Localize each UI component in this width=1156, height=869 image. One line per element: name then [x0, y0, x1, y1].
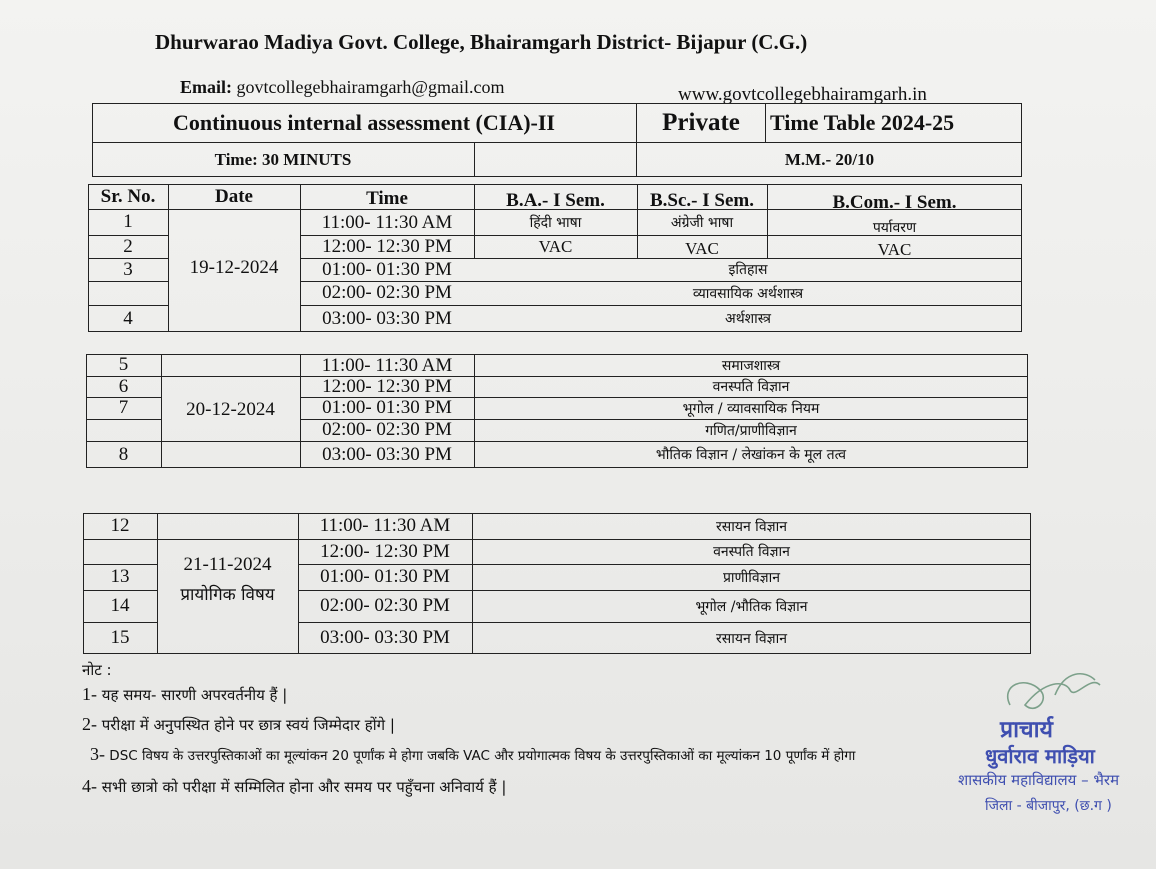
sr-number: [88, 281, 168, 305]
common-subject: भौतिक विज्ञान / लेखांकन के मूल तत्व: [655, 447, 847, 463]
common-subject: व्यावसायिक अर्थशास्त्र: [692, 285, 804, 302]
ba-subject: VAC: [538, 236, 573, 256]
bsc-subject: VAC: [685, 238, 719, 258]
notes-heading: नोट :: [82, 661, 112, 679]
note-text: परीक्षा में अनुपस्थित होने पर छात्र स्वयं जिम्मेदार होंगे |: [101, 716, 395, 734]
exam-date: 21-11-2024: [183, 554, 272, 575]
time-slot: 01:00- 01:30 PM: [322, 397, 452, 418]
common-subject: रसायन विज्ञान: [716, 518, 787, 535]
common-subject: अर्थशास्त्र: [725, 311, 771, 327]
common-subject: भूगोल /भौतिक विज्ञान: [695, 598, 808, 615]
note-item: [82, 684, 287, 705]
time-slot: 12:00- 12:30 PM: [320, 540, 450, 562]
bcom-subject: VAC: [877, 239, 912, 259]
sr-number: 1: [123, 211, 133, 232]
bcom-subject: पर्यावरण: [872, 219, 917, 236]
col-header-time: Time: [366, 187, 408, 209]
col-header-bsc: B.Sc.- I Sem.: [650, 189, 754, 211]
principal-title: प्राचार्य: [1000, 717, 1053, 743]
district-name: जिला - बीजापुर, (छ.ग ): [985, 798, 1112, 814]
practical-subject-label: प्रायोगिक विषय: [180, 584, 275, 605]
common-subject: इतिहास: [728, 262, 768, 278]
sr-number: 15: [110, 627, 130, 648]
exam-date: 20-12-2024: [186, 399, 275, 420]
duration-label: Time: 30 MINUTS: [214, 150, 352, 169]
common-subject: वनस्पति विज्ञान: [713, 544, 790, 560]
time-slot: 11:00- 11:30 AM: [319, 515, 451, 536]
common-subject: प्राणीविज्ञान: [722, 569, 781, 586]
note-text: सभी छात्रो को परीक्षा में सम्मिलित होना और समय पर पहुँचना अनिवार्य हैं |: [101, 778, 507, 796]
note-item: [82, 714, 395, 735]
common-subject: रसायन विज्ञान: [716, 630, 787, 647]
time-slot: 02:00- 02:30 PM: [322, 282, 452, 303]
col-header-ba: B.A.- I Sem.: [506, 189, 605, 211]
note-number: 3-: [90, 744, 105, 764]
sr-number: 6: [118, 375, 129, 397]
note-item: [90, 744, 855, 765]
time-slot: 02:00- 02:30 PM: [322, 419, 452, 440]
common-subject: समाजशास्त्र: [721, 357, 781, 374]
common-subject: गणित/प्राणीविज्ञान: [705, 422, 797, 439]
timetable-label: Time Table 2024-25: [770, 110, 955, 135]
common-subject: भूगोल / व्यावसायिक नियम: [682, 400, 820, 417]
max-marks-label: M.M.- 20/10: [784, 150, 875, 169]
principal-name: धुर्वाराव माड़िया: [985, 744, 1095, 768]
sr-number: 7: [118, 397, 129, 418]
email-line: [180, 77, 505, 98]
col-header-date: Date: [215, 185, 253, 207]
time-slot: 11:00- 11:30 AM: [321, 212, 453, 233]
email-label: Email:: [180, 77, 232, 97]
col-header-srno: Sr. No.: [100, 185, 156, 207]
assessment-title: Continuous internal assessment (CIA)-II: [173, 110, 555, 135]
bsc-subject: अंग्रेजी भाषा: [670, 214, 734, 231]
email-address: govtcollegebhairamgarh@gmail.com: [236, 77, 505, 97]
note-number: 4-: [82, 776, 97, 796]
college-title: Dhurwarao Madiya Govt. College, Bhairamgarh District- Bijapur (C.G.): [155, 30, 808, 54]
col-header-bcom: B.Com.- I Sem.: [832, 191, 957, 213]
note-number: 2-: [82, 714, 97, 734]
website: www.govtcollegebhairamgarh.in: [678, 84, 927, 105]
time-slot: 03:00- 03:30 PM: [322, 307, 452, 329]
time-slot: 02:00- 02:30 PM: [320, 595, 450, 616]
time-slot: 03:00- 03:30 PM: [320, 627, 450, 648]
institution-name: शासकीय महाविद्यालय – भैरम: [958, 771, 1120, 789]
time-slot: 12:00- 12:30 PM: [322, 235, 452, 257]
note-item: [82, 776, 506, 797]
exam-date: 19-12-2024: [189, 257, 279, 278]
sr-number: 14: [110, 595, 130, 616]
sr-number: [86, 419, 161, 441]
time-slot: 03:00- 03:30 PM: [322, 443, 452, 465]
sr-number: 8: [118, 443, 129, 465]
note-text: यह समय- सारणी अपरवर्तनीय हैं |: [101, 686, 288, 704]
time-slot: 11:00- 11:30 AM: [321, 355, 453, 376]
sr-number: 5: [118, 354, 129, 375]
mode-label: Private: [662, 109, 740, 136]
sr-number: 3: [123, 258, 133, 280]
time-slot: 01:00- 01:30 PM: [322, 258, 452, 280]
time-slot: 01:00- 01:30 PM: [320, 566, 450, 587]
note-number: 1-: [82, 684, 97, 704]
note-text: DSC विषय के उत्तरपुस्तिकाओं का मूल्यांकन 20 पूर्णांक मे होगा जबकि VAC और प्रयोगात्मक विषय के उत्तरपुस्तिकाओं का मूल्यांकन 10 पूर्णांक में होगा: [109, 748, 856, 764]
time-slot: 12:00- 12:30 PM: [322, 375, 452, 397]
sr-number: 13: [110, 566, 130, 587]
sr-number: 4: [123, 307, 133, 329]
sr-number: 2: [123, 235, 133, 257]
ba-subject: हिंदी भाषा: [529, 214, 582, 231]
sr-number: 12: [110, 515, 130, 536]
sr-number: [83, 539, 157, 564]
common-subject: वनस्पति विज्ञान: [712, 379, 790, 395]
